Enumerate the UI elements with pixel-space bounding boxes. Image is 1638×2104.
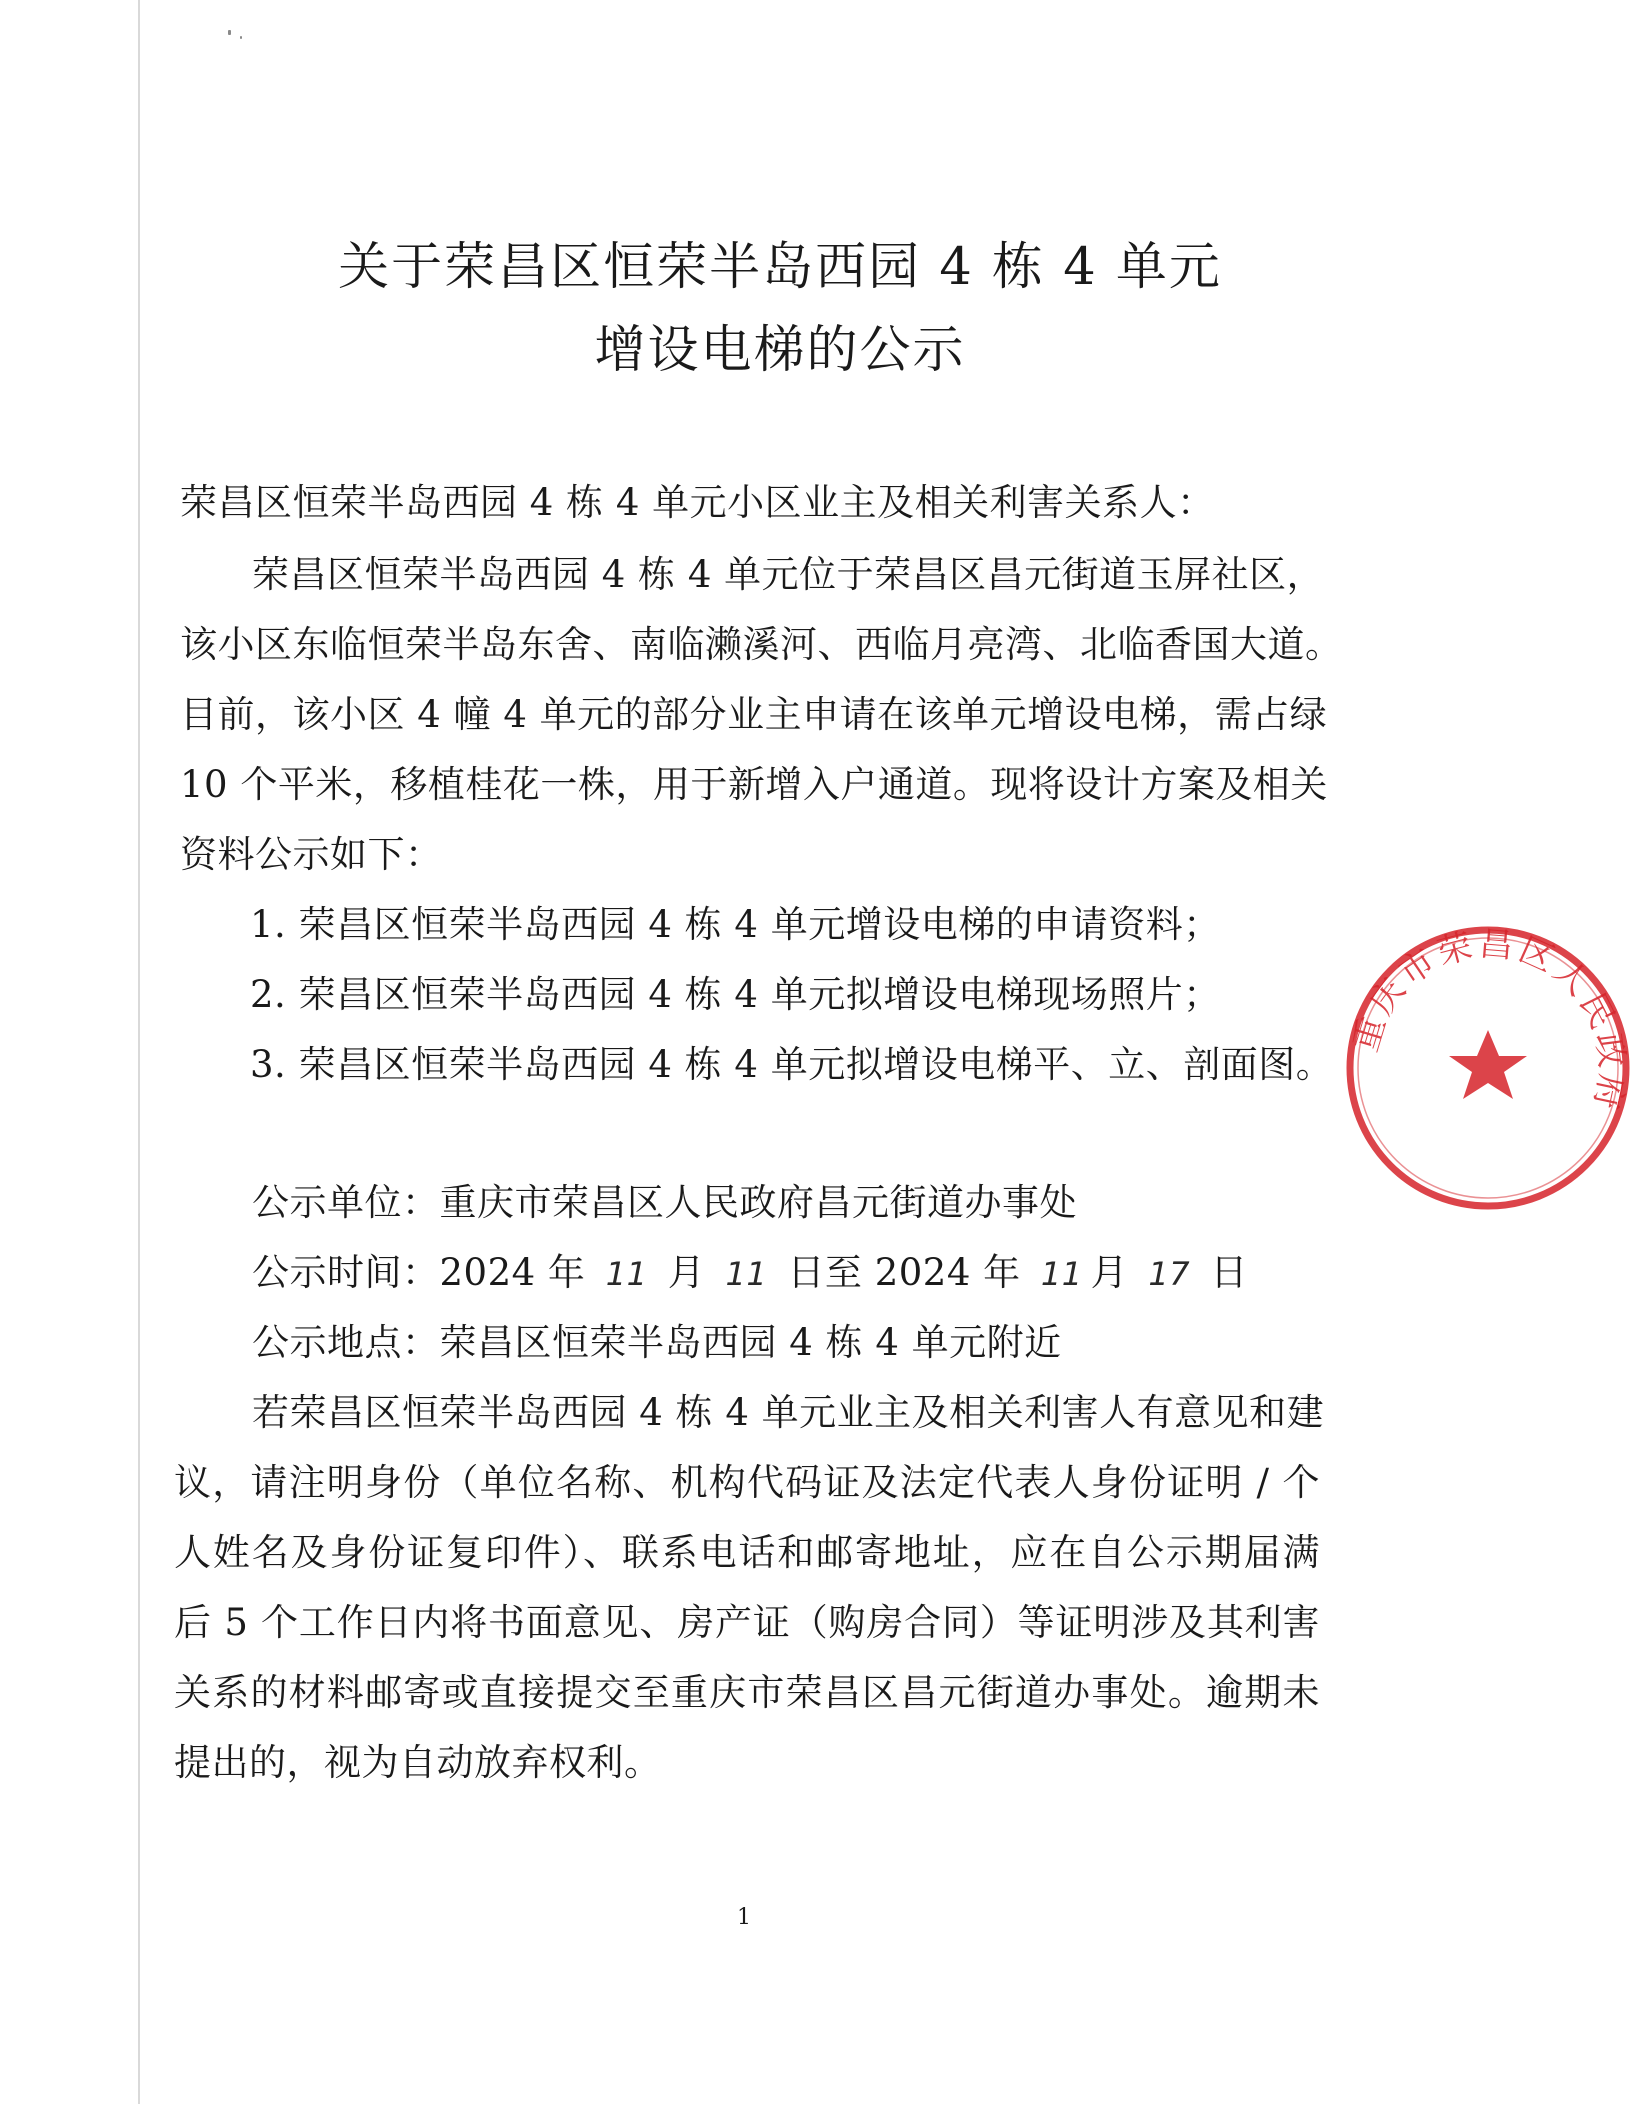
handwritten-day-1: 11 xyxy=(725,1255,768,1293)
closing-line-6: 提出的，视为自动放弃权利。 xyxy=(174,1741,662,1784)
closing-line-3: 人姓名及身份证复印件）、联系电话和邮寄地址，应在自公示期届满 xyxy=(174,1531,1320,1574)
list-item: 1. 荣昌区恒荣半岛西园 4 栋 4 单元增设电梯的申请资料； xyxy=(250,903,1221,946)
title-line-2: 增设电梯的公示 xyxy=(594,321,966,380)
intro-line-2: 该小区东临恒荣半岛东舍、南临濑溪河、西临月亮湾、北临香国大道。 xyxy=(180,623,1343,666)
list-item: 3. 荣昌区恒荣半岛西园 4 栋 4 单元拟增设电梯平、立、剖面图。 xyxy=(250,1043,1334,1086)
notice-time xyxy=(252,1250,1248,1297)
notice-time-day-to: 日至 2024 年 xyxy=(787,1251,1021,1294)
title-line-1: 关于荣昌区恒荣半岛西园 4 栋 4 单元 xyxy=(338,238,1222,297)
handwritten-day-2: 17 xyxy=(1148,1255,1191,1293)
handwritten-month-2: 11 xyxy=(1040,1255,1083,1293)
notice-unit: 公示单位：重庆市荣昌区人民政府昌元街道办事处 xyxy=(252,1181,1077,1224)
notice-time-label: 公示时间： xyxy=(252,1251,440,1294)
salutation: 荣昌区恒荣半岛西园 4 栋 4 单元小区业主及相关利害关系人： xyxy=(180,481,1215,524)
scan-speck xyxy=(228,30,231,35)
notice-time-month-word: 月 xyxy=(667,1251,706,1294)
official-seal-icon xyxy=(1338,918,1638,1218)
scan-speck xyxy=(240,36,242,39)
closing-line-5: 关系的材料邮寄或直接提交至重庆市荣昌区昌元街道办事处。逾期未 xyxy=(174,1671,1320,1714)
closing-line-4: 后 5 个工作日内将书面意见、房产证（购房合同）等证明涉及其利害 xyxy=(174,1601,1320,1644)
notice-time-day-end: 日 xyxy=(1210,1251,1248,1294)
closing-line-1: 若荣昌区恒荣半岛西园 4 栋 4 单元业主及相关利害人有意见和建 xyxy=(252,1391,1325,1434)
seal-text: 重庆市荣昌区人民政府 xyxy=(1345,923,1633,1117)
intro-line-3: 目前，该小区 4 幢 4 单元的部分业主申请在该单元增设电梯，需占绿 xyxy=(180,693,1328,736)
notice-place: 公示地点：荣昌区恒荣半岛西园 4 栋 4 单元附近 xyxy=(252,1321,1062,1364)
scan-edge xyxy=(138,0,140,2104)
closing-line-2: 议，请注明身份（单位名称、机构代码证及法定代表人身份证明 / 个 xyxy=(174,1461,1320,1504)
intro-line-4: 10 个平米，移植桂花一株，用于新增入户通道。现将设计方案及相关 xyxy=(180,763,1328,806)
notice-time-month-word-2: 月 xyxy=(1090,1251,1129,1294)
handwritten-month-1: 11 xyxy=(605,1255,648,1293)
page-number: 1 xyxy=(737,1905,751,1930)
svg-text:重庆市荣昌区人民政府 xyxy=(1346,924,1633,1117)
intro-line-1: 荣昌区恒荣半岛西园 4 栋 4 单元位于荣昌区昌元街道玉屏社区， xyxy=(252,553,1325,596)
list-item: 2. 荣昌区恒荣半岛西园 4 栋 4 单元拟增设电梯现场照片； xyxy=(250,973,1221,1016)
notice-time-year1: 2024 年 xyxy=(439,1251,586,1294)
intro-line-5: 资料公示如下： xyxy=(180,833,443,876)
